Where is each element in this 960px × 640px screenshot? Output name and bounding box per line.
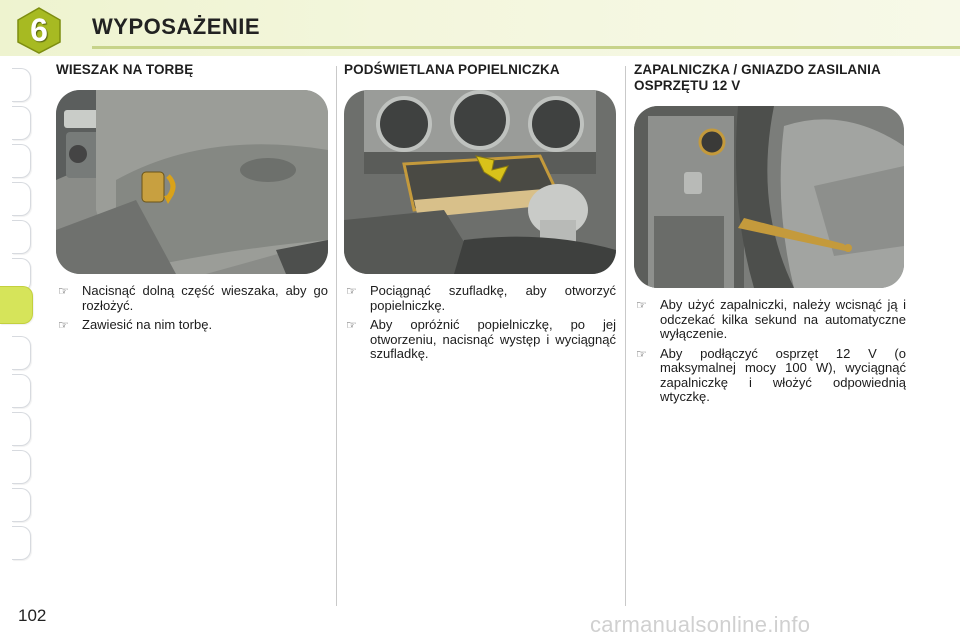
chapter-tab-rail [0,64,32,576]
chapter-tab[interactable] [12,412,31,446]
ashtray-photo [344,90,616,274]
pointing-hand-icon: ☞ [58,284,69,298]
section-ashtray [344,62,616,78]
pointing-hand-icon: ☞ [58,318,69,332]
column-divider [625,66,626,606]
section-bag-hook [56,62,330,78]
bullet-text: Aby podłączyć osprzęt 12 V (o maksymalnej mocy 100 W), wyciągnąć zapalniczkę i włożyć odpowiednią wtyczkę. [660,345,906,404]
section-title: WIESZAK NA TORBĘ [56,62,194,77]
list-item [634,298,906,342]
bullet-text: Aby opróżnić popielniczkę, po jej otworzeniu, nacisnąć występ i wyciągnąć szufladkę. [370,317,616,361]
bullet-text: Aby użyć zapalniczki, należy wcisnąć ją i odczekać kilka sekund na automatyczne wyłączenie. [660,297,906,341]
chapter-tab[interactable] [12,220,31,254]
list-item [344,318,616,362]
chapter-tab[interactable] [12,182,31,216]
chapter-tab[interactable] [12,106,31,140]
list-item [56,284,328,313]
chapter-tab[interactable] [12,336,31,370]
page-number: 102 [18,606,47,625]
chapter-tab[interactable] [12,526,31,560]
bag-hook-photo [56,90,328,274]
chapter-tab[interactable] [12,488,31,522]
section-title: PODŚWIETLANA POPIELNICZKA [344,62,560,77]
lighter-photo [634,106,904,288]
chapter-tab[interactable] [12,450,31,484]
section-lighter [634,62,906,94]
bullet-text: Pociągnąć szufladkę, aby otworzyć popielniczkę. [370,283,616,313]
pointing-hand-icon: ☞ [636,298,647,312]
bag-hook-instructions [56,284,328,338]
pointing-hand-icon: ☞ [346,284,357,298]
list-item [344,284,616,313]
watermark: carmanualsonline.info [590,612,811,637]
chapter-tab[interactable] [12,144,31,178]
section-title: ZAPALNICZKA / GNIAZDO ZASILANIA OSPRZĘTU 12 V [634,62,881,93]
chapter-tab-active[interactable] [0,286,33,324]
list-item [634,347,906,405]
bullet-text: Zawiesić na nim torbę. [82,317,213,332]
column-divider [336,66,337,606]
lighter-instructions [634,298,906,410]
pointing-hand-icon: ☞ [636,346,647,361]
ashtray-instructions [344,284,616,367]
chapter-tab[interactable] [12,68,31,102]
page-title: WYPOSAŻENIE [92,14,261,39]
chapter-tab[interactable] [12,374,31,408]
header-rule [92,46,960,49]
chapter-number: 6 [30,11,48,48]
list-item [56,318,328,333]
bullet-text: Nacisnąć dolną część wieszaka, aby go rozłożyć. [82,283,328,313]
pointing-hand-icon: ☞ [346,318,357,332]
